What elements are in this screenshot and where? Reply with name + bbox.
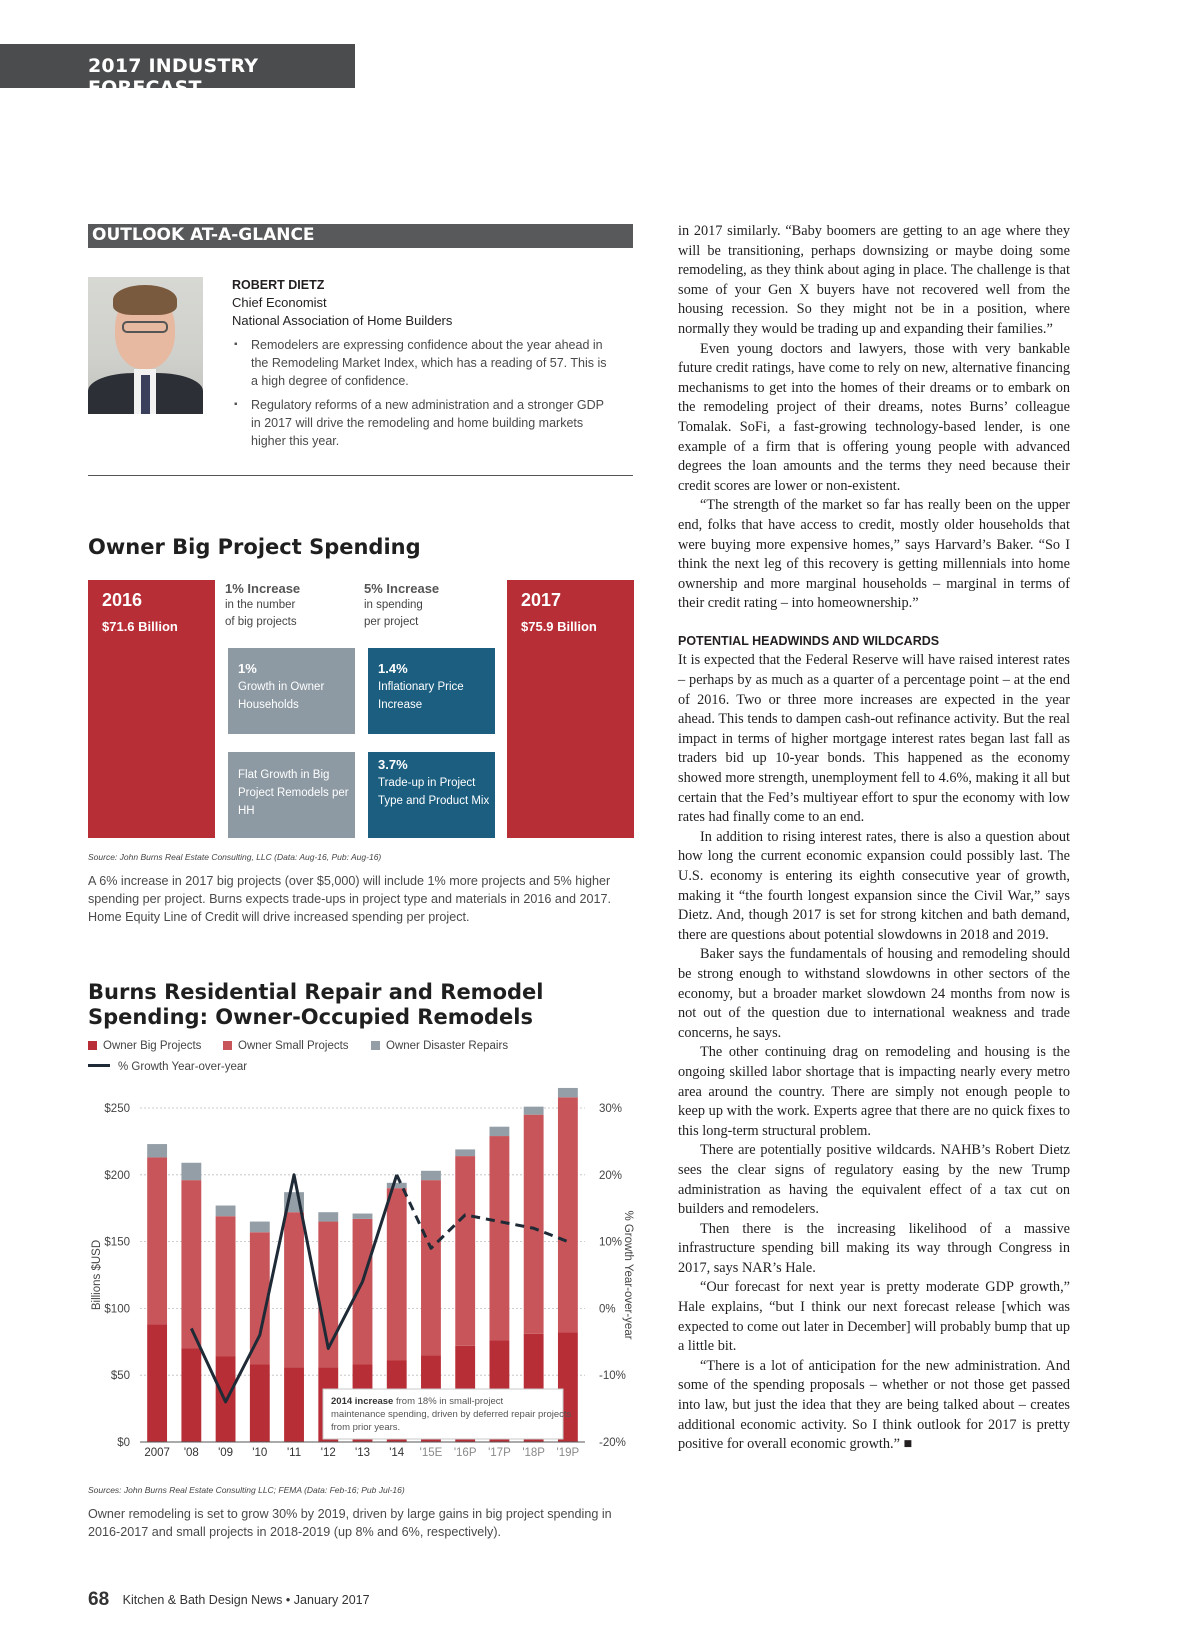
legend-swatch-big <box>88 1041 97 1050</box>
obp-caption: A 6% increase in 2017 big projects (over $5,000) will include 1% more projects and 5% higher spending per project. Burns expects trade-ups in project type and materials in 2016 and 2017. Home Equity Line of Credit will drive increased spending per project. <box>88 874 611 924</box>
bar-segment <box>489 1136 509 1340</box>
article-paragraph: “The strength of the market so far has really been on the upper end, folks that have access to credit, mostly older households that were buying more expensive homes,” says Harvard’s Baker. “So I think the next leg of this recovery is getting millennials into home ownership and more marginal households – marginal in terms of their credit rating – into homeownership.” <box>678 497 1070 612</box>
obp-box-trade-up <box>368 752 495 838</box>
robert-dietz-photo <box>88 277 203 414</box>
x-tick-label: 2007 <box>144 1447 170 1459</box>
bar-segment <box>558 1097 578 1332</box>
annotation-line: maintenance spending, driven by deferred repair projects <box>331 1409 572 1420</box>
bar-segment <box>181 1163 201 1180</box>
obp-2016-block <box>88 580 215 838</box>
bio-name: ROBERT DIETZ <box>232 278 325 292</box>
article-paragraph: It is expected that the Federal Reserve will have raised interest rates – perhaps by as much as a quarter of a percentage point – at the end of 2016. Two or three more increases are expected in the year ahead. This tends to dampen cash-out refinance activity. But the real impact in terms of higher mortgage interest rates began last fall as traders bid up 10-year bonds. This happened as the economy showed more strength, unemployment fell to 4.6%, making it all but certain that the Fed’s multiyear effort to spur the economy with low rates had finally come to an end. <box>678 652 1070 826</box>
article-paragraph: “There is a lot of anticipation for the new administration. And some of the spending proposals – whether or not those get passed into law, but just the idea that they are being talked about – creates additional economic activity. So I think outlook for 2017 is pretty positive for overall economic growth.” ■ <box>678 1357 1070 1453</box>
obp-col2-line1: in spending <box>364 599 423 611</box>
x-tick-label: '11 <box>286 1447 302 1459</box>
obp-col2-head <box>364 580 494 631</box>
obp-box1-text: Growth in Owner Households <box>238 681 325 711</box>
obp-col1-line1: in the number <box>225 599 296 611</box>
x-tick-label: '17P <box>488 1447 511 1459</box>
publication-name: Kitchen & Bath Design News <box>122 1593 283 1607</box>
y-tick-label: $0 <box>117 1437 130 1449</box>
article-paragraph: Even young doctors and lawyers, those with very bankable future credit ratings, have come to rely on new, alternative financing mechanisms to get into the homes of their dreams or to embark on the remodeling project of their dreams, notes Burns’ colleague Tomalak. SoFi, a fast-growing technology-based lender, is one example of a firm that is offering young people with advanced degrees the loan amounts and the terms they need because their credit scores are lower or non-existent. <box>678 340 1070 494</box>
obp-box1-pct: 1% <box>238 661 257 676</box>
annotation-line <box>331 1396 504 1407</box>
bar-segment <box>147 1157 167 1324</box>
legend-swatch-disaster <box>371 1041 380 1050</box>
obp-box-flat-growth <box>228 752 355 838</box>
burns-title: Burns Residential Repair and Remodel Spending: Owner-Occupied Remodels <box>88 980 544 1029</box>
burns-source: Sources: John Burns Real Estate Consulting LLC; FEMA (Data: Feb-16; Pub Jul-16) <box>88 1485 405 1495</box>
bar-segment <box>387 1183 407 1188</box>
y2-axis-label: % Growth Year-over-year <box>622 1210 634 1340</box>
obp-col1-title: 1% Increase <box>225 581 301 596</box>
bar-segment <box>216 1216 236 1356</box>
bar-segment <box>524 1115 544 1334</box>
x-tick-label: '15E <box>419 1447 443 1459</box>
y-tick-label: $100 <box>104 1303 130 1316</box>
legend-disaster-repairs <box>371 1040 508 1052</box>
article-paragraph: There are potentially positive wildcards. NAHB’s Robert Dietz sees the clear signs of regulatory easing by the new Trump administration as having the equivalent effect of a tax cut on builders and remodelers. <box>678 1142 1070 1218</box>
obp-box-inflation <box>368 648 495 734</box>
legend-line-swatch <box>88 1064 110 1067</box>
annotation-bold: 2014 increase <box>331 1396 396 1407</box>
bar-segment <box>147 1144 167 1157</box>
x-tick-label: '13 <box>355 1447 370 1459</box>
obp-col2-title: 5% Increase <box>364 581 440 596</box>
article-paragraph: In addition to rising interest rates, there is also a question about how long the current economic expansion could possibly last. The U.S. economy is entering its eighth consecutive year of growth, making it “the fourth longest expansion since the Civil War,” says Dietz. And, though 2017 is set for strong kitchen and bath demand, there are questions about potential slowdowns in 2018 and 2019. <box>678 828 1070 943</box>
obp-box-owner-households <box>228 648 355 734</box>
bar-segment <box>250 1365 270 1442</box>
burns-chart <box>80 1080 640 1460</box>
x-tick-label: '14 <box>389 1447 405 1459</box>
glance-bullet-2: ▪ Regulatory reforms of a new administration and a stronger GDP in 2017 will drive the remodeling and home building markets higher this year. <box>232 396 612 450</box>
annotation-text: from 18% in small-project <box>395 1396 504 1407</box>
legend-big-projects <box>88 1040 201 1052</box>
page-footer <box>88 1589 370 1611</box>
legend-label-big: Owner Big Projects <box>103 1040 202 1052</box>
footer-separator: • <box>285 1593 291 1607</box>
obp-box4-pct: 3.7% <box>378 757 408 772</box>
obp-2016-amount: $71.6 Billion <box>102 619 178 634</box>
article-paragraph: Then there is the increasing likelihood of a massive infrastructure spending bill making its way through Congress in 2017, says NAR’s Hale. <box>678 1220 1070 1276</box>
bar-segment <box>455 1156 475 1346</box>
bar-segment <box>524 1107 544 1115</box>
y2-tick-label: 30% <box>599 1103 623 1115</box>
obp-2017-year: 2017 <box>521 590 562 610</box>
y2-tick-label: 0% <box>599 1303 616 1316</box>
bio-block <box>232 276 612 330</box>
bar-segment <box>455 1149 475 1156</box>
y-tick-label: $50 <box>110 1370 130 1383</box>
outlook-title-bar: OUTLOOK AT-A-GLANCE <box>88 224 633 248</box>
x-tick-label: '12 <box>320 1447 336 1459</box>
article-subhead: POTENTIAL HEADWINDS AND WILDCARDS <box>678 633 940 648</box>
obp-box3-text: Flat Growth in Big Project Remodels per HH <box>238 769 349 817</box>
article-paragraph: Baker says the fundamentals of housing and remodeling should be strong enough to withstand slowdowns in other sectors of the economy, but a broader market slowdown 24 months from now is not out of the question due to international weakness and trade concerns, he says. <box>678 946 1070 1041</box>
obp-box2-text: Inflationary Price Increase <box>378 681 464 711</box>
x-tick-label: '09 <box>218 1447 234 1459</box>
divider-rule <box>88 475 633 476</box>
bar-segment <box>421 1180 441 1355</box>
bar-segment <box>284 1212 304 1367</box>
bar-segment <box>489 1127 509 1136</box>
obp-box2-pct: 1.4% <box>378 661 408 676</box>
obp-infographic <box>88 580 634 838</box>
bar-segment <box>387 1188 407 1360</box>
legend-growth-line <box>88 1061 247 1073</box>
legend-label-disaster: Owner Disaster Repairs <box>386 1040 509 1052</box>
glance-bullets <box>232 336 612 456</box>
article-paragraph: The other continuing drag on remodeling and housing is the ongoing skilled labor shortage that is impacting nearly every metro area around the country. There are simply not enough people to keep up with the work. Experts agree that there are no quick fixes to this long-term structural problem. <box>678 1044 1070 1139</box>
y2-tick-label: -10% <box>599 1370 626 1383</box>
bar-segment <box>558 1088 578 1097</box>
bar-segment <box>353 1219 373 1365</box>
obp-2017-amount: $75.9 Billion <box>521 619 597 634</box>
obp-col1-head <box>225 580 355 631</box>
y2-tick-label: 10% <box>599 1236 623 1249</box>
burns-caption: Owner remodeling is set to grow 30% by 2019, driven by large gains in big project spending in 2016-2017 and small projects in 2018-2019 (up 8% and 6%, respectively). <box>88 1507 612 1539</box>
article-paragraph: in 2017 similarly. “Baby boomers are getting to an age where they will be transitioning, perhaps downsizing or maybe doing some remodeling, as they think about aging in place. The challenge is that some of your Gen X buyers have not recovered well from the housing recession. So they might not be in a position, where normally they would be trading up and expanding their families.” <box>678 223 1070 337</box>
bar-segment <box>216 1206 236 1217</box>
issue-date: January 2017 <box>293 1593 370 1607</box>
y-axis-label: Billions $USD <box>91 1239 103 1311</box>
obp-2017-block <box>507 580 634 838</box>
obp-title: Owner Big Project Spending <box>88 535 421 559</box>
y2-tick-label: 20% <box>599 1169 623 1182</box>
bar-segment <box>181 1348 201 1442</box>
bar-segment <box>250 1222 270 1233</box>
bio-role: Chief Economist <box>232 295 327 310</box>
x-tick-label: '18P <box>522 1447 545 1459</box>
x-tick-label: '10 <box>252 1447 268 1459</box>
legend-label-small: Owner Small Projects <box>238 1040 349 1052</box>
obp-col1-line2: of big projects <box>225 616 297 628</box>
bar-segment <box>421 1171 441 1180</box>
obp-source: Source: John Burns Real Estate Consulting, LLC (Data: Aug-16, Pub: Aug-16) <box>88 852 382 862</box>
x-tick-label: '19P <box>556 1447 580 1459</box>
bar-segment <box>318 1212 338 1221</box>
legend-label-growth: % Growth Year-over-year <box>118 1061 248 1073</box>
x-tick-label: '08 <box>183 1447 199 1459</box>
legend-small-projects <box>223 1040 349 1052</box>
bio-org: National Association of Home Builders <box>232 313 453 328</box>
bar-segment <box>147 1324 167 1442</box>
bar-segment <box>284 1367 304 1442</box>
y-tick-label: $250 <box>104 1103 130 1115</box>
obp-col2-line2: per project <box>364 616 419 628</box>
page-number: 68 <box>88 1589 110 1610</box>
y-tick-label: $150 <box>104 1236 130 1249</box>
legend-swatch-small <box>223 1041 232 1050</box>
article-paragraph: “Our forecast for next year is pretty moderate GDP growth,” Hale explains, “but I think our next forecast release [which was expected to come out later in December] will probably bump that up a little bit. <box>678 1279 1070 1355</box>
section-header-tab: 2017 INDUSTRY FORECAST <box>0 44 355 88</box>
annotation-line: from prior years. <box>331 1422 401 1433</box>
obp-2016-year: 2016 <box>102 590 143 610</box>
y-tick-label: $200 <box>104 1169 130 1182</box>
glance-bullet-1: ▪ Remodelers are expressing confidence about the year ahead in the Remodeling Market Index, which has a reading of 57. This is a high degree of confidence. <box>232 336 612 390</box>
obp-box4-text: Trade-up in Project Type and Product Mix <box>378 777 490 807</box>
article-column <box>678 222 1070 1455</box>
x-tick-label: '16P <box>453 1447 477 1459</box>
y2-tick-label: -20% <box>599 1437 626 1449</box>
bar-segment <box>353 1214 373 1219</box>
bar-segment <box>181 1180 201 1348</box>
